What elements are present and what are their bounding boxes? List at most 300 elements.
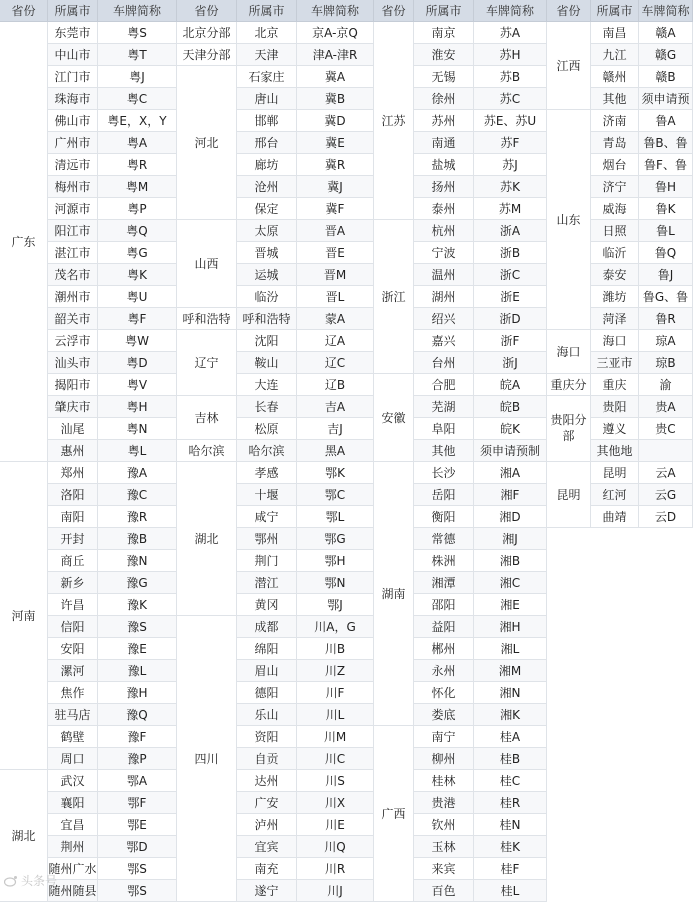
- plate-cell: 粤N: [98, 418, 177, 440]
- plate-cell: 湘E: [474, 594, 547, 616]
- plate-cell: 浙F: [474, 330, 547, 352]
- plate-cell: 鲁J: [639, 264, 693, 286]
- city-cell: 日照: [591, 220, 639, 242]
- header-plate: 车牌简称: [474, 0, 547, 22]
- city-cell: 邢台: [237, 132, 297, 154]
- plate-cell: 琼B: [639, 352, 693, 374]
- city-cell: 绵阳: [237, 638, 297, 660]
- city-cell: 云浮市: [48, 330, 98, 352]
- city-cell: 洛阳: [48, 484, 98, 506]
- city-cell: 江门市: [48, 66, 98, 88]
- city-cell: 海口: [591, 330, 639, 352]
- plate-cell: 湘F: [474, 484, 547, 506]
- plate-cell: 湘J: [474, 528, 547, 550]
- city-cell: 随州广水: [48, 858, 98, 880]
- plate-cell: 豫H: [98, 682, 177, 704]
- city-cell: 襄阳: [48, 792, 98, 814]
- city-cell: 驻马店: [48, 704, 98, 726]
- city-cell: 茂名市: [48, 264, 98, 286]
- city-cell: 泸州: [237, 814, 297, 836]
- plate-cell: 桂R: [474, 792, 547, 814]
- city-cell: 漯河: [48, 660, 98, 682]
- city-cell: 韶关市: [48, 308, 98, 330]
- plate-cell: 云G: [639, 484, 693, 506]
- plate-cell: 鲁H: [639, 176, 693, 198]
- city-cell: 南充: [237, 858, 297, 880]
- plate-cell: 湘H: [474, 616, 547, 638]
- city-cell: 武汉: [48, 770, 98, 792]
- plate-cell: 川M: [297, 726, 374, 748]
- city-cell: 赣州: [591, 66, 639, 88]
- plate-cell: 苏E、苏U: [474, 110, 547, 132]
- plate-cell: 苏K: [474, 176, 547, 198]
- plate-cell: 豫L: [98, 660, 177, 682]
- city-cell: 汕尾: [48, 418, 98, 440]
- plate-cell: 桂L: [474, 880, 547, 902]
- plate-cell: 津A-津R: [297, 44, 374, 66]
- city-cell: 肇庆市: [48, 396, 98, 418]
- header-province: 省份: [0, 0, 48, 22]
- city-cell: 焦作: [48, 682, 98, 704]
- plate-cell: 豫C: [98, 484, 177, 506]
- province-cell: 江西: [547, 22, 591, 110]
- city-cell: 哈尔滨: [237, 440, 297, 462]
- plate-cell: 湘A: [474, 462, 547, 484]
- city-cell: 自贡: [237, 748, 297, 770]
- city-cell: 随州随县: [48, 880, 98, 902]
- province-cell: 吉林: [177, 396, 237, 440]
- city-cell: 珠海市: [48, 88, 98, 110]
- city-cell: 永州: [414, 660, 474, 682]
- plate-cell: 浙C: [474, 264, 547, 286]
- city-cell: 贵港: [414, 792, 474, 814]
- plate-cell: 豫F: [98, 726, 177, 748]
- city-cell: 其他地: [591, 440, 639, 462]
- plate-cell: 苏C: [474, 88, 547, 110]
- plate-cell: 云D: [639, 506, 693, 528]
- plate-cell: 皖B: [474, 396, 547, 418]
- header-city: 所属市: [48, 0, 98, 22]
- province-cell: 河北: [177, 66, 237, 220]
- plate-cell: 冀E: [297, 132, 374, 154]
- city-cell: 九江: [591, 44, 639, 66]
- city-cell: 台州: [414, 352, 474, 374]
- city-cell: 广安: [237, 792, 297, 814]
- plate-cell: 湘B: [474, 550, 547, 572]
- plate-cell: 鄂D: [98, 836, 177, 858]
- city-cell: 曲靖: [591, 506, 639, 528]
- plate-cell: 湘D: [474, 506, 547, 528]
- header-province: 省份: [547, 0, 591, 22]
- city-cell: 邯郸: [237, 110, 297, 132]
- plate-cell: 赣G: [639, 44, 693, 66]
- plate-cell: 粤D: [98, 352, 177, 374]
- city-cell: 玉林: [414, 836, 474, 858]
- city-cell: 达州: [237, 770, 297, 792]
- plate-cell: 粤C: [98, 88, 177, 110]
- city-cell: 潜江: [237, 572, 297, 594]
- plate-cell: 鄂G: [297, 528, 374, 550]
- city-cell: 扬州: [414, 176, 474, 198]
- plate-cell: 琼A: [639, 330, 693, 352]
- header-city: 所属市: [591, 0, 639, 22]
- city-cell: 昆明: [591, 462, 639, 484]
- city-cell: 其他: [414, 440, 474, 462]
- plate-cell: 黑A: [297, 440, 374, 462]
- plate-cell: 渝: [639, 374, 693, 396]
- city-cell: 清远市: [48, 154, 98, 176]
- city-cell: 桂林: [414, 770, 474, 792]
- plate-cell: 赣A: [639, 22, 693, 44]
- plate-cell: 粤M: [98, 176, 177, 198]
- plate-cell: 川Z: [297, 660, 374, 682]
- province-cell: 广东: [0, 22, 48, 462]
- plate-cell: 粤W: [98, 330, 177, 352]
- city-cell: 南昌: [591, 22, 639, 44]
- plate-cell: 冀F: [297, 198, 374, 220]
- plate-cell: 晋M: [297, 264, 374, 286]
- city-cell: 钦州: [414, 814, 474, 836]
- plate-cell: 川A，G: [297, 616, 374, 638]
- city-cell: 临沂: [591, 242, 639, 264]
- plate-cell: 桂F: [474, 858, 547, 880]
- plate-cell: 桂N: [474, 814, 547, 836]
- city-cell: 天津: [237, 44, 297, 66]
- city-cell: 惠州: [48, 440, 98, 462]
- plate-cell: 川S: [297, 770, 374, 792]
- city-cell: 荆门: [237, 550, 297, 572]
- plate-cell: 川L: [297, 704, 374, 726]
- plate-cell: 粤F: [98, 308, 177, 330]
- city-cell: 娄底: [414, 704, 474, 726]
- province-cell: 湖北: [0, 770, 48, 902]
- city-cell: 威海: [591, 198, 639, 220]
- province-cell: 浙江: [374, 220, 414, 374]
- city-cell: 盐城: [414, 154, 474, 176]
- city-cell: 长沙: [414, 462, 474, 484]
- city-cell: 揭阳市: [48, 374, 98, 396]
- city-cell: 嘉兴: [414, 330, 474, 352]
- city-cell: 资阳: [237, 726, 297, 748]
- plate-cell: 吉J: [297, 418, 374, 440]
- city-cell: 遂宁: [237, 880, 297, 902]
- province-cell: 广西: [374, 726, 414, 902]
- city-cell: 徐州: [414, 88, 474, 110]
- city-cell: 南通: [414, 132, 474, 154]
- plate-cell: 吉A: [297, 396, 374, 418]
- plate-cell: 鲁B、鲁: [639, 132, 693, 154]
- plate-cell: 粤J: [98, 66, 177, 88]
- city-cell: 鹤壁: [48, 726, 98, 748]
- plate-cell: 鲁Q: [639, 242, 693, 264]
- plate-cell: 皖A: [474, 374, 547, 396]
- city-cell: 三亚市: [591, 352, 639, 374]
- city-cell: 重庆: [591, 374, 639, 396]
- plate-cell: 桂A: [474, 726, 547, 748]
- plate-cell: 豫E: [98, 638, 177, 660]
- watermark-text: 头条号: [21, 874, 58, 888]
- plate-cell: 粤V: [98, 374, 177, 396]
- city-cell: 新乡: [48, 572, 98, 594]
- plate-cell: 川C: [297, 748, 374, 770]
- city-cell: 河源市: [48, 198, 98, 220]
- city-cell: 鄂州: [237, 528, 297, 550]
- city-cell: 郴州: [414, 638, 474, 660]
- city-cell: 柳州: [414, 748, 474, 770]
- plate-cell: 皖K: [474, 418, 547, 440]
- city-cell: 济南: [591, 110, 639, 132]
- province-cell: 哈尔滨: [177, 440, 237, 462]
- city-cell: 石家庄: [237, 66, 297, 88]
- city-cell: 眉山: [237, 660, 297, 682]
- plate-cell: 粤K: [98, 264, 177, 286]
- province-cell: 山西: [177, 220, 237, 308]
- plate-cell: 晋L: [297, 286, 374, 308]
- plate-cell: 须申请预制: [474, 440, 547, 462]
- watermark: [4, 872, 57, 889]
- city-cell: 苏州: [414, 110, 474, 132]
- plate-cell: 鄂E: [98, 814, 177, 836]
- header-plate: 车牌简称: [297, 0, 374, 22]
- plate-cell: 粤P: [98, 198, 177, 220]
- plate-cell: 鄂S: [98, 858, 177, 880]
- city-cell: 东莞市: [48, 22, 98, 44]
- city-cell: 湘潭: [414, 572, 474, 594]
- plate-cell: 鲁G、鲁: [639, 286, 693, 308]
- province-cell: 江苏: [374, 22, 414, 220]
- plate-cell: 鄂C: [297, 484, 374, 506]
- city-cell: 沈阳: [237, 330, 297, 352]
- header-province: 省份: [177, 0, 237, 22]
- plate-cell: 粤S: [98, 22, 177, 44]
- plate-cell: 川R: [297, 858, 374, 880]
- city-cell: 百色: [414, 880, 474, 902]
- city-cell: 长春: [237, 396, 297, 418]
- plate-cell: 苏M: [474, 198, 547, 220]
- plate-cell: 辽A: [297, 330, 374, 352]
- plate-cell: 粤U: [98, 286, 177, 308]
- city-cell: 保定: [237, 198, 297, 220]
- city-cell: 阳江市: [48, 220, 98, 242]
- plate-cell: 桂K: [474, 836, 547, 858]
- province-cell: 海口: [547, 330, 591, 374]
- plate-cell: 须申请预: [639, 88, 693, 110]
- plate-cell: 豫A: [98, 462, 177, 484]
- plate-cell: 湘K: [474, 704, 547, 726]
- plate-cell: 粤Q: [98, 220, 177, 242]
- header-city: 所属市: [414, 0, 474, 22]
- city-cell: 芜湖: [414, 396, 474, 418]
- city-cell: 许昌: [48, 594, 98, 616]
- city-cell: 温州: [414, 264, 474, 286]
- plate-cell: 蒙A: [297, 308, 374, 330]
- plate-cell: 粤T: [98, 44, 177, 66]
- city-cell: 乐山: [237, 704, 297, 726]
- plate-cell: 川F: [297, 682, 374, 704]
- plate-cell: 粤L: [98, 440, 177, 462]
- city-cell: 德阳: [237, 682, 297, 704]
- city-cell: 松原: [237, 418, 297, 440]
- city-cell: 泰州: [414, 198, 474, 220]
- city-cell: 运城: [237, 264, 297, 286]
- city-cell: 宜昌: [48, 814, 98, 836]
- header-plate: 车牌简称: [98, 0, 177, 22]
- plate-cell: 贵A: [639, 396, 693, 418]
- plate-cell: 苏B: [474, 66, 547, 88]
- city-cell: 临汾: [237, 286, 297, 308]
- plate-cell: 鲁A: [639, 110, 693, 132]
- plate-cell: 冀B: [297, 88, 374, 110]
- plate-cell: 鄂J: [297, 594, 374, 616]
- city-cell: 菏泽: [591, 308, 639, 330]
- plate-cell: 浙A: [474, 220, 547, 242]
- plate-cell: 川B: [297, 638, 374, 660]
- plate-cell: 豫Q: [98, 704, 177, 726]
- province-cell: 北京分部: [177, 22, 237, 44]
- city-cell: 阜阳: [414, 418, 474, 440]
- plate-cell: 鲁K: [639, 198, 693, 220]
- city-cell: 潍坊: [591, 286, 639, 308]
- plate-cell: 苏F: [474, 132, 547, 154]
- plate-cell: 粤E，X，Y: [98, 110, 177, 132]
- city-cell: 荆州: [48, 836, 98, 858]
- plate-cell: 云A: [639, 462, 693, 484]
- plate-cell: 湘M: [474, 660, 547, 682]
- plate-cell: 桂C: [474, 770, 547, 792]
- plate-cell: 辽C: [297, 352, 374, 374]
- plate-cell: 冀J: [297, 176, 374, 198]
- plate-cell: 川E: [297, 814, 374, 836]
- city-cell: 来宾: [414, 858, 474, 880]
- plate-cell: 粤R: [98, 154, 177, 176]
- plate-cell: 鄂H: [297, 550, 374, 572]
- plate-cell: 苏H: [474, 44, 547, 66]
- city-cell: 其他: [591, 88, 639, 110]
- plate-cell: 豫N: [98, 550, 177, 572]
- city-cell: 绍兴: [414, 308, 474, 330]
- city-cell: 株洲: [414, 550, 474, 572]
- plate-cell: 赣B: [639, 66, 693, 88]
- plate-cell: 豫K: [98, 594, 177, 616]
- plate-cell: 浙B: [474, 242, 547, 264]
- city-cell: 青岛: [591, 132, 639, 154]
- city-cell: 益阳: [414, 616, 474, 638]
- plate-cell: 苏J: [474, 154, 547, 176]
- plate-cell: 冀A: [297, 66, 374, 88]
- city-cell: 大连: [237, 374, 297, 396]
- plate-cell: 鄂L: [297, 506, 374, 528]
- city-cell: 湖州: [414, 286, 474, 308]
- plate-cell: 桂B: [474, 748, 547, 770]
- header-plate: 车牌简称: [639, 0, 693, 22]
- city-cell: 咸宁: [237, 506, 297, 528]
- plate-cell: 鄂K: [297, 462, 374, 484]
- plate-cell: 晋A: [297, 220, 374, 242]
- plate-cell: 粤A: [98, 132, 177, 154]
- city-cell: 周口: [48, 748, 98, 770]
- city-cell: 岳阳: [414, 484, 474, 506]
- header-province: 省份: [374, 0, 414, 22]
- plate-cell: 湘N: [474, 682, 547, 704]
- plate-cell: 京A-京Q: [297, 22, 374, 44]
- city-cell: 邵阳: [414, 594, 474, 616]
- plate-cell: 豫S: [98, 616, 177, 638]
- city-cell: 商丘: [48, 550, 98, 572]
- plate-cell: 辽B: [297, 374, 374, 396]
- city-cell: 呼和浩特: [237, 308, 297, 330]
- city-cell: 汕头市: [48, 352, 98, 374]
- plate-cell: 湘L: [474, 638, 547, 660]
- province-cell: 昆明: [547, 462, 591, 528]
- plate-cell: 豫B: [98, 528, 177, 550]
- city-cell: 廊坊: [237, 154, 297, 176]
- city-cell: 宁波: [414, 242, 474, 264]
- city-cell: 南阳: [48, 506, 98, 528]
- plate-cell: 豫R: [98, 506, 177, 528]
- plate-cell: 浙J: [474, 352, 547, 374]
- plate-cell: 苏A: [474, 22, 547, 44]
- plate-cell: 贵C: [639, 418, 693, 440]
- city-cell: 鞍山: [237, 352, 297, 374]
- plate-cell: 湘C: [474, 572, 547, 594]
- plate-cell: 豫P: [98, 748, 177, 770]
- plate-cell: 浙E: [474, 286, 547, 308]
- city-cell: 成都: [237, 616, 297, 638]
- watermark-logo-icon: [4, 875, 18, 887]
- city-cell: 遵义: [591, 418, 639, 440]
- province-cell: 河南: [0, 462, 48, 770]
- city-cell: 信阳: [48, 616, 98, 638]
- city-cell: 湛江市: [48, 242, 98, 264]
- city-cell: 沧州: [237, 176, 297, 198]
- province-cell: 山东: [547, 110, 591, 330]
- city-cell: 合肥: [414, 374, 474, 396]
- city-cell: 梅州市: [48, 176, 98, 198]
- city-cell: 常德: [414, 528, 474, 550]
- city-cell: 烟台: [591, 154, 639, 176]
- plate-cell: 鲁R: [639, 308, 693, 330]
- header-city: 所属市: [237, 0, 297, 22]
- city-cell: 南宁: [414, 726, 474, 748]
- plate-cell: 鄂F: [98, 792, 177, 814]
- plate-cell: [639, 440, 693, 462]
- plate-cell: 晋E: [297, 242, 374, 264]
- city-cell: 十堰: [237, 484, 297, 506]
- province-cell: 重庆分: [547, 374, 591, 396]
- city-cell: 宜宾: [237, 836, 297, 858]
- city-cell: 佛山市: [48, 110, 98, 132]
- province-cell: 贵阳分部: [547, 396, 591, 462]
- plate-cell: 鄂A: [98, 770, 177, 792]
- city-cell: 淮安: [414, 44, 474, 66]
- city-cell: 郑州: [48, 462, 98, 484]
- province-cell: 四川: [177, 616, 237, 902]
- city-cell: 中山市: [48, 44, 98, 66]
- city-cell: 无锡: [414, 66, 474, 88]
- city-cell: 潮州市: [48, 286, 98, 308]
- plate-cell: 冀R: [297, 154, 374, 176]
- city-cell: 广州市: [48, 132, 98, 154]
- city-cell: 唐山: [237, 88, 297, 110]
- city-cell: 贵阳: [591, 396, 639, 418]
- plate-cell: 粤H: [98, 396, 177, 418]
- plate-cell: 冀D: [297, 110, 374, 132]
- city-cell: 济宁: [591, 176, 639, 198]
- city-cell: 红河: [591, 484, 639, 506]
- plate-cell: 川J: [297, 880, 374, 902]
- plate-cell: 川X: [297, 792, 374, 814]
- province-cell: 湖南: [374, 462, 414, 726]
